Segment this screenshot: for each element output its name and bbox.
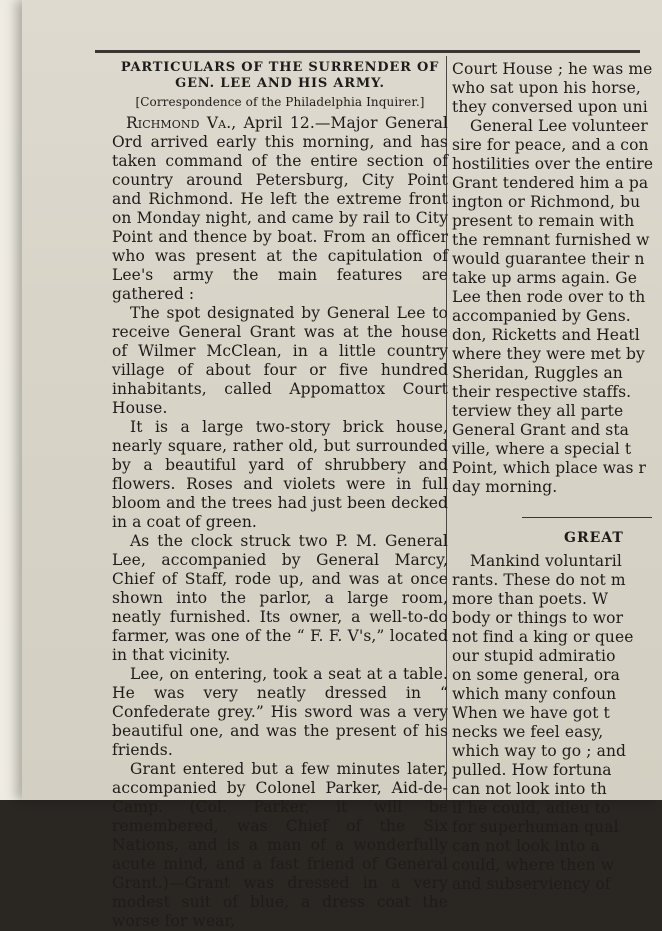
column-line: take up arms again. Ge — [452, 269, 637, 287]
column-line: day morning. — [452, 478, 558, 496]
column-line: pulled. How fortuna — [452, 761, 612, 779]
second-column — [452, 60, 652, 894]
column-line: our stupid admiratio — [452, 647, 616, 665]
column-line: more than poets. W — [452, 590, 609, 608]
column-line: don, Ricketts and Heatl — [452, 326, 640, 344]
column-line: who sat upon his horse, — [452, 79, 641, 97]
column-line: Lee then rode over to th — [452, 288, 646, 306]
article-paragraph: Lee, on entering, took a seat at a table. He was very neatly dressed in “ Confederate grey.” His sword was a very beautiful one, and was the present of his friends. — [112, 665, 448, 759]
column-line: body or things to wor — [452, 609, 624, 627]
column-line: would guarantee their n — [452, 250, 645, 268]
article-paragraph: It is a large two-story brick house, nearly square, rather old, but surrounded by a beautiful yard of shrubbery and flowers. Roses and violets were in full bloom and the trees had just been decked in a coat of green. — [112, 418, 448, 531]
column-line: When we have got t — [452, 704, 610, 722]
column-line: Mankind voluntaril — [470, 552, 622, 570]
column-line: Court House ; he was me — [452, 60, 653, 78]
column-line: not find a king or quee — [452, 628, 634, 646]
column-line: the remnant furnished w — [452, 231, 650, 249]
column-line: which way to go ; and — [452, 742, 627, 760]
column-line: they conversed upon uni — [452, 98, 648, 116]
column-line: ville, where a special t — [452, 440, 632, 458]
column-line: present to remain with — [452, 212, 635, 230]
article-paragraph: As the clock struck two P. M. General Lee, accompanied by General Marcy, Chief of Staff, rode up, and was at once shown into the parlor, a large room, neatly furnished. Its owner, a well-to-do farmer, was one of the “ F. F. V's,” located in that vicinity. — [112, 532, 448, 664]
column-line: rants. These do not m — [452, 571, 626, 589]
column-line: which many confoun — [452, 685, 617, 703]
section-divider — [452, 511, 652, 525]
column-line: their respective staffs. — [452, 383, 632, 401]
column-line: Grant tendered him a pa — [452, 174, 649, 192]
column-line: if he could, adieu to — [452, 799, 611, 817]
article-column — [112, 60, 448, 931]
column-line: ington or Richmond, bu — [452, 193, 641, 211]
column-line: accompanied by Gens. — [452, 307, 631, 325]
article-paragraph: Grant entered but a few minutes later, accompanied by Colonel Parker, Aid-de-Camp. (Col. Parker, it will be remembered, was Chief of the Six Nations, and is a man of a wonderfully acute mind, and a fast friend of General Grant.)—Grant was dressed in a very modest suit of blue, a dress coat the worse for wear, — [112, 760, 448, 930]
column-line: sire for peace, and a con — [452, 136, 649, 154]
column-line: hostilities over the entire — [452, 155, 654, 173]
column-line: and subserviency of — [452, 875, 611, 893]
column-line: for superhuman qual — [452, 818, 619, 836]
section-heading: GREAT — [564, 530, 624, 546]
column-line: terview they all parte — [452, 402, 624, 420]
article-paragraph: Richmond Va., April 12.—Major General Ord arrived early this morning, and has taken command of the entire section of country around Petersburg, City Point and Richmond. He left the extreme front on Monday night, and came by rail to City Point and thence by boat. From an officer who was present at the capitulation of Lee's army the main features are gathered : — [112, 114, 448, 303]
dateline: Richmond Va. — [126, 114, 232, 132]
article-headline: PARTICULARS OF THE SURRENDER OF GEN. LEE AND HIS ARMY. — [120, 60, 440, 91]
column-line: could, where then w — [452, 856, 615, 874]
article-paragraph: The spot designated by General Lee to receive General Grant was at the house of Wilmer McClean, in a little country village of about four or five hundred inhabitants, called Appomattox Court House. — [112, 304, 448, 417]
column-line: on some general, ora — [452, 666, 621, 684]
column-top-rule — [95, 50, 640, 53]
column-line: can not look into th — [452, 780, 607, 798]
column-line: General Lee volunteer — [470, 117, 648, 135]
column-line: Sheridan, Ruggles an — [452, 364, 623, 382]
column-line: General Grant and sta — [452, 421, 630, 439]
column-line: can not look into a — [452, 837, 600, 855]
column-line: where they were met by — [452, 345, 645, 363]
correspondence-credit: [Correspondence of the Philadelphia Inquirer.] — [135, 95, 425, 109]
column-line: Point, which place was r — [452, 459, 647, 477]
column-line: necks we feel easy, — [452, 723, 604, 741]
